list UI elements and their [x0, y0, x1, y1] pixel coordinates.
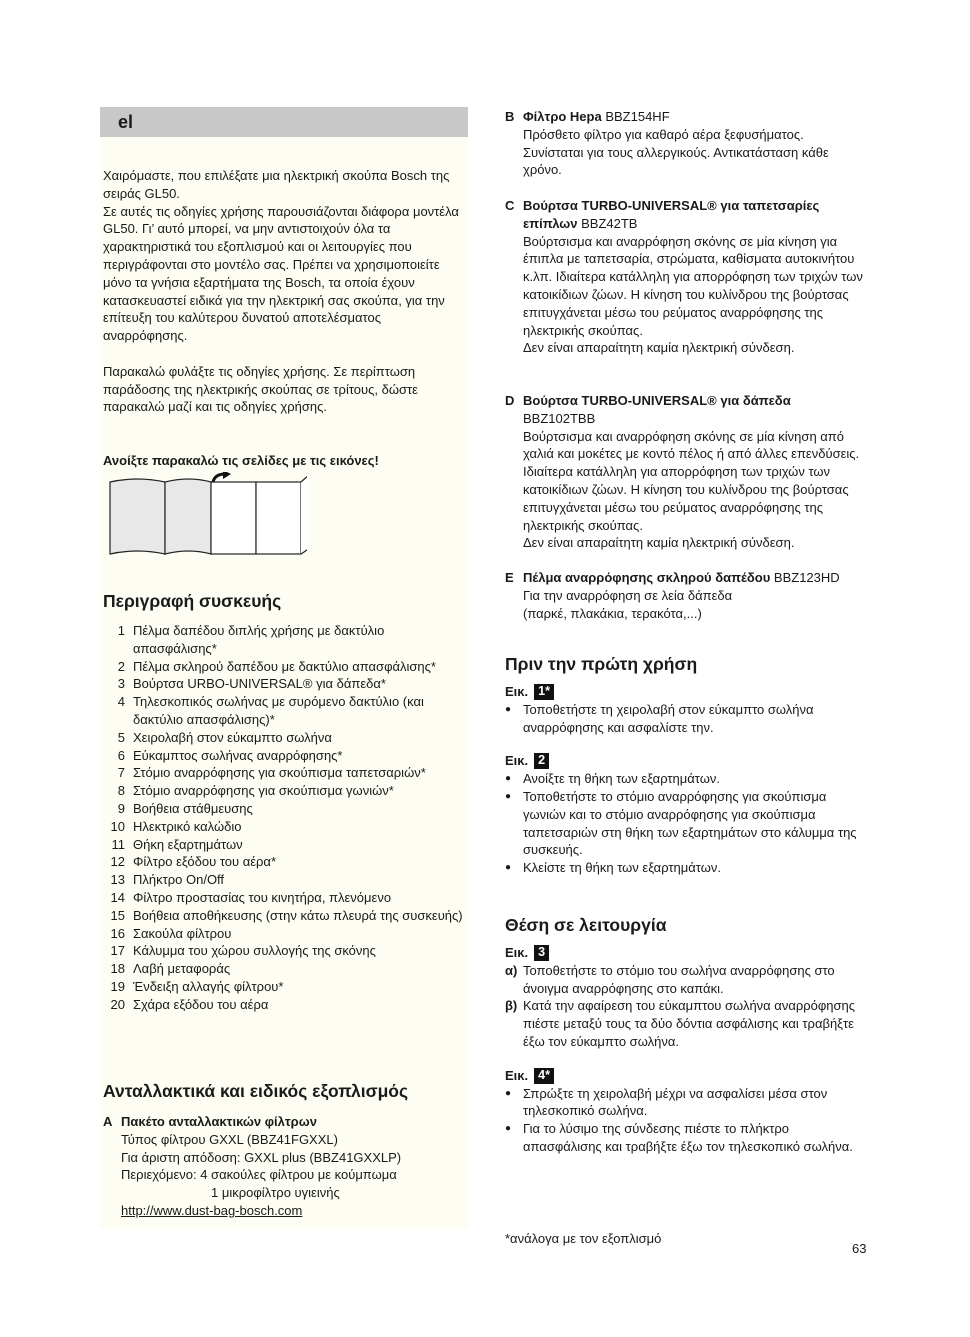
parts-list-item	[103, 782, 465, 800]
item-number: 10	[110, 818, 125, 834]
accessory-code: BBZ102TBB	[523, 410, 596, 426]
operation-section	[505, 914, 867, 1156]
accessory-e	[505, 569, 875, 622]
section-title-accessories: Ανταλλακτικά και ειδικός εξοπλισμός	[103, 1081, 409, 1101]
item-number: 15	[110, 907, 125, 923]
figure-label: Εικ.	[505, 945, 529, 960]
item-number: 8	[117, 783, 125, 799]
item-number: 16	[110, 925, 125, 941]
item-label: Σακούλα φίλτρου	[133, 925, 232, 941]
item-number: 1	[117, 623, 125, 638]
item-label: Ηλεκτρικό καλώδιο	[133, 818, 242, 834]
step-label: α)	[505, 962, 518, 978]
item-number: 4	[117, 694, 125, 710]
figure-ref	[505, 1067, 867, 1085]
instruction: Τοποθετήστε το στόμιο αναρρόφησης για σκούπισμα γωνιών και το στόμιο αναρρόφησης για σκούπισμα ταπετσαριών στη θήκη των εξαρτημάτων στο κάλυμμα της συσκευής.	[523, 788, 857, 858]
intro-paragraph: Σε αυτές τις οδηγίες χρήσης παρουσιάζονται διάφορα μοντέλα GL50. Γι’ αυτό μπορεί, να μην αντιστοιχούν όλα τα χαρακτηριστικά του εξοπλισμού και οι λειτουργίες που περιγράφονται στο μοντέλο σας. Πρέπει να χρησιμοποιείτε μόνο τα γνήσια εξαρτήματα της Bosch, τα οποία έχουν κατασκευαστεί ειδικά για την ηλεκτρική σας σκούπα, για την επίτευξη του καλύτερου δυνατού αποτελέσματος αναρρόφησης.	[103, 203, 459, 344]
item-label: Βοήθεια στάθμευσης	[133, 800, 253, 816]
accessory-code: BBZ42TB	[581, 215, 638, 231]
parts-list-item	[103, 675, 465, 693]
parts-list-item	[103, 996, 465, 1014]
parts-list-item	[103, 729, 465, 747]
parts-list-item	[103, 747, 465, 765]
item-label: Βοήθεια αποθήκευσης (στην κάτω πλευρά της συσκευής)	[133, 907, 463, 923]
item-number: 17	[110, 943, 125, 959]
accessory-letter: E	[505, 570, 514, 585]
step-label: β)	[505, 998, 518, 1014]
parts-list-item	[103, 622, 465, 658]
item-label: Φίλτρο προστασίας του κινητήρα, πλενόμενο	[133, 889, 392, 905]
figure-number-badge: 3	[534, 945, 549, 961]
item-label: Λαβή μεταφοράς	[133, 961, 231, 977]
instruction: Ανοίξτε τη θήκη των εξαρτημάτων.	[523, 771, 720, 787]
accessory-title: Πακέτο ανταλλακτικών φίλτρων	[121, 1114, 317, 1129]
item-label: Στόμιο αναρρόφησης για σκούπισμα ταπετσαριών*	[133, 765, 426, 781]
parts-list-item	[103, 853, 465, 871]
figure-ref	[505, 683, 867, 701]
accessory-text: Βούρτσισμα και αναρρόφηση σκόνης σε μία κίνηση για έπιπλα με ταπετσαρία, στρώματα, καθίσματα αυτοκινήτου κ.λπ. Ιδιαίτερα κατάλληλη για απορρόφηση των τριχών των κατοικίδιων ζώων. Η κίνηση του κυλίνδρου της βούρτσας επιτυγχάνεται μέσω του ρεύματος αναρρόφησης της ηλεκτρικής σκούπας.	[523, 233, 863, 338]
accessory-d	[505, 392, 867, 552]
accessory-letter: D	[505, 393, 515, 408]
accessory-b	[505, 108, 867, 179]
accessory-line: 1 μικροφίλτρο υγιεινής	[211, 1185, 340, 1201]
accessory-title: Βούρτσα TURBO-UNIVERSAL® για δάπεδα	[523, 393, 791, 408]
item-number: 18	[110, 961, 125, 977]
accessory-note: Δεν είναι απαραίτητη καμία ηλεκτρική σύνδεση.	[523, 535, 795, 551]
section-title-operation: Θέση σε λειτουργία	[505, 915, 667, 935]
accessory-text: Πρόσθετο φίλτρο για καθαρό αέρα ξεφυσήματος. Συνίσταται για τους αλλεργικούς. Αντικατάσταση κάθε χρόνο.	[523, 126, 829, 178]
intro-paragraph: Παρακαλώ φυλάξτε τις οδηγίες χρήσης. Σε περίπτωση παράδοσης της ηλεκτρικής σκούπας σε τρίτους, δώστε παρακαλώ μαζί και τις οδηγίες χρήσης.	[103, 363, 418, 415]
footnote: *ανάλογα με τον εξοπλισμό	[505, 1231, 662, 1246]
figure-label: Εικ.	[505, 1067, 529, 1083]
accessory-c	[505, 197, 867, 357]
item-label: Πέλμα δαπέδου διπλής χρήσης με δακτύλιο απασφάλισης*	[133, 623, 385, 656]
parts-list-item	[103, 907, 465, 925]
item-number: 3	[117, 676, 125, 692]
instruction: Σπρώξτε τη χειρολαβή μέχρι να ασφαλίσει μέσα στον τηλεσκοπικό σωλήνα.	[523, 1085, 828, 1119]
accessory-letter: A	[103, 1114, 113, 1129]
item-label: Πέλμα σκληρού δαπέδου με δακτύλιο απασφάλισης*	[133, 658, 436, 674]
bullet-icon: ●	[505, 703, 512, 715]
accessory-line: (παρκέ, πλακάκια, τερακότα,...)	[523, 605, 702, 621]
parts-list	[103, 622, 465, 1014]
item-number: 11	[111, 836, 125, 852]
parts-list-item	[103, 818, 465, 836]
accessory-code: BBZ123HD	[773, 570, 840, 585]
instruction: Κλείστε τη θήκη των εξαρτημάτων.	[523, 860, 721, 876]
accessory-line: Για άριστη απόδοση: GXXL plus (BBZ41GXXLP)	[121, 1149, 402, 1165]
intro-paragraph: Χαιρόμαστε, που επιλέξατε μια ηλεκτρική σκούπα Bosch της σειράς GL50.	[103, 168, 450, 201]
instruction: Κατά την αφαίρεση του εύκαμπτου σωλήνα αναρρόφησης πιέστε μεταξύ τους τα δύο δόντια ασφάλισης και τραβήξτε έξω τον εύκαμπτο σωλήνα.	[523, 998, 856, 1049]
item-number: 2	[117, 658, 125, 674]
accessory-note: Δεν είναι απαραίτητη καμία ηλεκτρική σύνδεση.	[523, 340, 795, 356]
figure-label: Εικ.	[505, 753, 529, 769]
item-label: Στόμιο αναρρόφησης για σκούπισμα γωνιών*	[133, 783, 394, 799]
parts-list-item	[103, 800, 465, 818]
parts-list-item	[103, 925, 465, 943]
item-label: Τηλεσκοπικός σωλήνας με συρόμενο δακτύλιο (και δακτύλιο απασφάλισης)*	[133, 694, 424, 727]
item-number: 6	[117, 747, 125, 763]
accessory-title: Φίλτρο Hepa	[523, 109, 602, 124]
first-use-section	[505, 653, 867, 877]
instruction: Για το λύσιμο της σύνδεσης πιέστε το πλήκτρο απασφάλισης και τραβήξτε έξω τον τηλεσκοπικό σωλήνα.	[523, 1121, 853, 1154]
accessory-a	[103, 1113, 465, 1220]
accessory-title: Βούρτσα TURBO-UNIVERSAL® για ταπετσαρίες επίπλων	[523, 198, 820, 231]
bullet-icon: ●	[505, 790, 512, 802]
item-number: 7	[117, 765, 125, 781]
parts-list-item	[103, 658, 465, 676]
figure-ref	[505, 944, 867, 962]
language-header	[100, 107, 468, 137]
item-label: Σχάρα εξόδου του αέρα	[133, 996, 269, 1012]
accessory-line: Περιεχόμενο: 4 σακούλες φίλτρου με κούμπωμα	[121, 1167, 397, 1183]
item-label: Πλήκτρο On/Off	[133, 872, 225, 888]
item-number: 14	[110, 889, 125, 905]
item-label: Εύκαμπτος σωλήνας αναρρόφησης*	[133, 747, 343, 763]
language-code: el	[118, 112, 134, 132]
bullet-icon: ●	[505, 773, 512, 785]
parts-list-item	[103, 960, 465, 978]
item-number: 13	[110, 872, 125, 888]
item-label: Βούρτσα URBO-UNIVERSAL® για δάπεδα*	[133, 676, 386, 692]
parts-list-item	[103, 889, 465, 907]
intro	[103, 167, 465, 416]
item-label: Ένδειξη αλλαγής φίλτρου*	[133, 978, 284, 994]
bullet-icon: ●	[505, 1087, 512, 1099]
open-pages-note: Ανοίξτε παρακαλώ τις σελίδες με τις εικόνες!	[103, 453, 379, 468]
accessory-line: Τύπος φίλτρου GXXL (BBZ41FGXXL)	[121, 1131, 338, 1147]
parts-list-item	[103, 764, 465, 782]
section-title-description: Περιγραφή συσκευής	[103, 591, 282, 611]
foldout-pages-illustration	[107, 472, 307, 560]
item-number: 12	[110, 854, 125, 870]
figure-number-badge: 1*	[534, 684, 554, 700]
parts-list-item	[103, 693, 465, 729]
section-title-first-use: Πριν την πρώτη χρήση	[505, 654, 698, 674]
item-label: Θήκη εξαρτημάτων	[133, 836, 243, 852]
accessory-letter: B	[505, 109, 515, 124]
item-number: 5	[117, 729, 125, 745]
figure-number-badge: 4*	[534, 1068, 554, 1084]
accessory-code: BBZ154HF	[605, 109, 670, 124]
figure-label: Εικ.	[505, 684, 529, 699]
accessory-letter: C	[505, 198, 515, 213]
bullet-icon: ●	[505, 862, 512, 874]
page-number: 63	[852, 1241, 867, 1256]
parts-list-item	[103, 836, 465, 854]
parts-list-item	[103, 978, 465, 996]
item-number: 20	[110, 996, 125, 1012]
instruction: Τοποθετήστε το στόμιο του σωλήνα αναρρόφησης στο άνοιγμα αναρρόφησης στο καπάκι.	[523, 962, 835, 996]
item-number: 19	[110, 978, 125, 994]
accessory-title: Πέλμα αναρρόφησης σκληρού δαπέδου	[523, 570, 771, 585]
parts-list-item	[103, 871, 465, 889]
parts-list-item	[103, 942, 465, 960]
accessory-line: Για την αναρρόφηση σε λεία δάπεδα	[523, 587, 733, 603]
item-number: 9	[117, 800, 125, 816]
dust-bag-link[interactable]: http://www.dust-bag-bosch.com	[121, 1202, 303, 1218]
figure-ref	[505, 752, 867, 770]
bullet-icon: ●	[505, 1123, 512, 1135]
accessory-text: Βούρτσισμα και αναρρόφηση σκόνης σε μία κίνηση από χαλιά και μοκέτες με κοντό πέλος ή από άλλες επενδύσεις. Ιδιαίτερα κατάλληλη για απορρόφηση των τριχών των κατοικίδιων ζώων. Η κίνηση του κυλίνδρου της βούρτσας επιτυγχάνεται μέσω του ρεύματος αναρρόφησης της ηλεκτρικής σκούπας.	[523, 428, 860, 533]
instruction: Τοποθετήστε τη χειρολαβή στον εύκαμπτο σωλήνα αναρρόφησης και ασφαλίστε την.	[523, 701, 814, 735]
item-label: Χειρολαβή στον εύκαμπτο σωλήνα	[133, 729, 332, 745]
figure-number-badge: 2	[534, 753, 549, 769]
item-label: Φίλτρο εξόδου του αέρα*	[133, 854, 276, 870]
item-label: Κάλυμμα του χώρου συλλογής της σκόνης	[133, 943, 376, 959]
